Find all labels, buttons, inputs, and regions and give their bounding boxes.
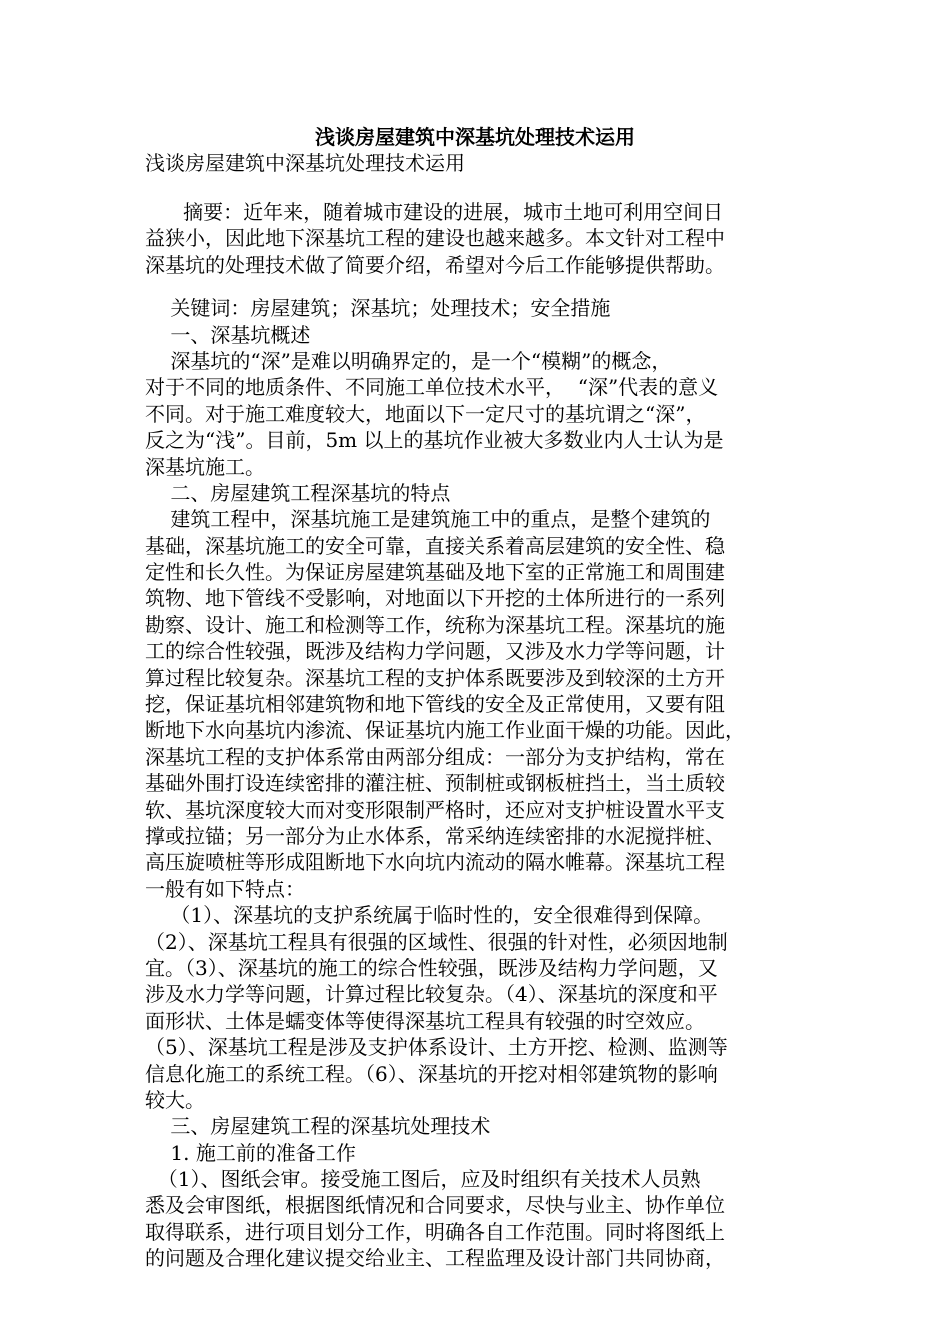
body-line: 定性和长久性。为保证房屋建筑基础及地下室的正常施工和周围建 xyxy=(145,560,725,585)
body-line: 高压旋喷桩等形成阻断地下水向坑内流动的隔水帷幕。深基坑工程 xyxy=(145,850,725,875)
body-line: 撑或拉锚；另一部分为止水体系，常采纳连续密排的水泥搅拌桩、 xyxy=(145,823,725,848)
body-line: 较大。 xyxy=(145,1087,205,1112)
body-line: 深基坑施工。 xyxy=(145,454,265,479)
body-line: 基础，深基坑施工的安全可靠，直接关系着高层建筑的安全性、稳 xyxy=(145,533,725,558)
body-line: 深基坑的“深”是难以明确界定的，是一个“模糊”的概念， xyxy=(145,348,672,373)
body-line: 对于不同的地质条件、不同施工单位技术水平， “深”代表的意义 xyxy=(145,375,719,400)
body-line: （5）、深基坑工程是涉及支护体系设计、土方开挖、检测、监测等 xyxy=(145,1035,728,1060)
body-line: 益狭小，因此地下深基坑工程的建设也越来越多。本文针对工程中 xyxy=(145,226,725,251)
body-line: 摘要：近年来，随着城市建设的进展，城市土地可利用空间日 xyxy=(145,200,724,224)
body-line: 建筑工程中，深基坑施工是建筑施工中的重点，是整个建筑的 xyxy=(145,507,711,532)
body-line: 一般有如下特点： xyxy=(145,876,305,901)
body-line: 三、房屋建筑工程的深基坑处理技术 xyxy=(145,1114,491,1139)
body-line: 勘察、设计、施工和检测等工作，统称为深基坑工程。深基坑的施 xyxy=(145,612,725,637)
body-line: 挖，保证基坑相邻建筑物和地下管线的安全及正常使用，又要有阻 xyxy=(145,692,725,717)
body-line: 关键词：房屋建筑；深基坑；处理技术；安全措施 xyxy=(145,296,611,321)
document-title: 浅谈房屋建筑中深基坑处理技术运用 xyxy=(315,125,635,149)
body-line: 断地下水向基坑内渗流、保证基坑内施工作业面干燥的功能。因此， xyxy=(145,718,745,743)
body-line: 一、深基坑概述 xyxy=(145,322,311,347)
body-line: （1）、图纸会审。接受施工图后，应及时组织有关技术人员熟 xyxy=(145,1167,701,1192)
body-line: 不同。对于施工难度较大，地面以下一定尺寸的基坑谓之“深”， xyxy=(145,401,706,426)
document-subtitle: 浅谈房屋建筑中深基坑处理技术运用 xyxy=(145,151,465,175)
body-line: 1. 施工前的准备工作 xyxy=(145,1140,356,1165)
body-line: 二、房屋建筑工程深基坑的特点 xyxy=(145,480,451,505)
body-line: 宜。（3）、深基坑的施工的综合性较强，既涉及结构力学问题，又 xyxy=(145,955,718,980)
body-line: （2）、深基坑工程具有很强的区域性、很强的针对性，必须因地制 xyxy=(145,929,728,954)
body-line: 反之为“浅”。目前，5m 以上的基坑作业被大多数业内人士认为是 xyxy=(145,428,724,453)
body-line: 涉及水力学等问题，计算过程比较复杂。（4）、深基坑的深度和平 xyxy=(145,982,718,1007)
body-line: 软、基坑深度较大而对变形限制严格时，还应对支护桩设置水平支 xyxy=(145,797,725,822)
body-line: 悉及会审图纸，根据图纸情况和合同要求，尽快与业主、协作单位 xyxy=(145,1193,725,1218)
body-line: 基础外围打设连续密排的灌注桩、预制桩或钢板桩挡土，当土质较 xyxy=(145,771,725,796)
body-line: 算过程比较复杂。深基坑工程的支护体系既要涉及到较深的土方开 xyxy=(145,665,725,690)
body-line: 深基坑工程的支护体系常由两部分组成：一部分为支护结构，常在 xyxy=(145,744,725,769)
body-line: 深基坑的处理技术做了简要介绍，希望对今后工作能够提供帮助。 xyxy=(145,252,725,277)
body-line: 面形状、土体是蠕变体等使得深基坑工程具有较强的时空效应。 xyxy=(145,1008,705,1033)
body-line: 的问题及合理化建议提交给业主、工程监理及设计部门共同协商， xyxy=(145,1246,725,1271)
blank-line xyxy=(145,278,805,295)
body-line: （1）、深基坑的支护系统属于临时性的，安全很难得到保障。 xyxy=(145,903,714,928)
body-line: 筑物、地下管线不受影响，对地面以下开挖的土体所进行的一系列 xyxy=(145,586,725,611)
body-line: 取得联系，进行项目划分工作，明确各自工作范围。同时将图纸上 xyxy=(145,1219,725,1244)
body-line: 工的综合性较强，既涉及结构力学问题，又涉及水力学等问题，计 xyxy=(145,639,725,664)
document-body xyxy=(145,199,805,1272)
body-line: 信息化施工的系统工程。（6）、深基坑的开挖对相邻建筑物的影响 xyxy=(145,1061,718,1086)
